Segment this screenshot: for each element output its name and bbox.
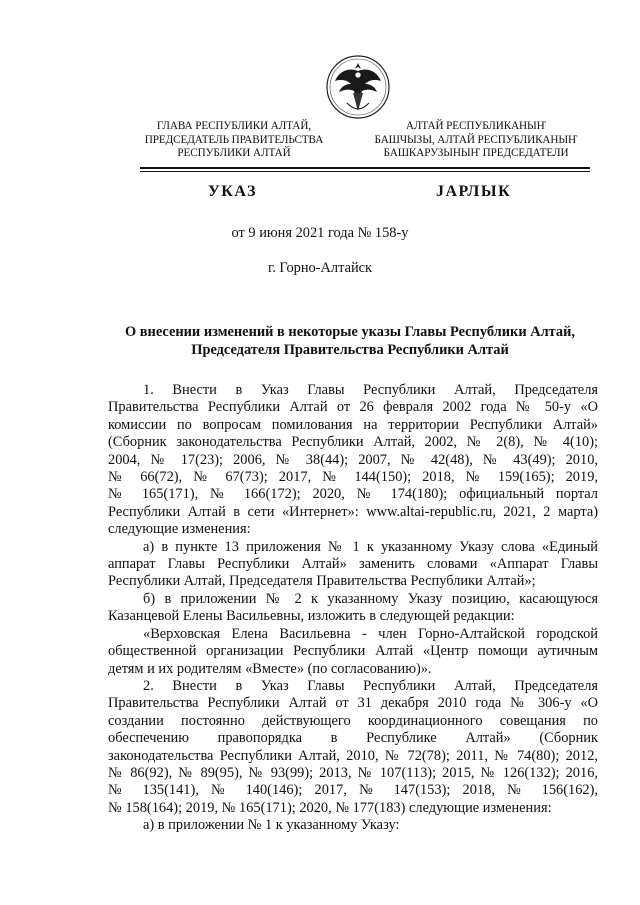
header-left-block [118, 120, 350, 161]
text-line: обеспечению правопорядка в Республике Алтай» (Сборник [108, 730, 598, 747]
text-line: а) в пункте 13 приложения № 1 к указанному Указу слова «Единый [143, 538, 598, 555]
decree-body [108, 382, 598, 835]
text-line: детям и их родителям «Вместе» (по согласованию)». [108, 660, 432, 677]
text-line: Правительства Республики Алтай от 31 декабря 2010 года № 306-у «О [108, 695, 598, 712]
header-right-line: БАШКАРУЗЫНЫҤ ПРЕДСЕДАТЕЛИ [383, 147, 569, 159]
paragraph-item-2-subitem-a [108, 817, 598, 834]
text-line: Республики Алтай, Председателя Правительства Республики Алтай»; [108, 573, 536, 590]
header-right-block [360, 120, 592, 161]
header-right-line: АЛТАЙ РЕСПУБЛИКАНЫҤ [405, 120, 547, 132]
text-line: Казанцевой Елены Васильевны, изложить в следующей редакции: [108, 608, 515, 625]
text-line: аппарат Главы Республики Алтай» заменить словами «Аппарат Главы [108, 556, 598, 573]
paragraph-item-1 [108, 382, 598, 539]
text-line: Правительства Республики Алтай от 26 февраля 2002 года № 50-у «О [108, 399, 598, 416]
decree-title-line: О внесении изменений в некоторые указы Главы Республики Алтай, [124, 324, 575, 340]
text-line: № 135(141), № 140(146); 2017, № 147(153); 2018, № 156(162), [108, 782, 598, 799]
decree-title-line: Председателя Правительства Республики Алтай [191, 342, 509, 358]
text-line: общественной организации Республики Алтай «Центр помощи аутичным [108, 643, 598, 660]
paragraph-item-2 [108, 678, 598, 817]
paragraph-subitem-a [108, 539, 598, 591]
text-line: № 86(92), № 89(95), № 93(99); 2013, № 107(113); 2015, № 126(132); 2016, [108, 764, 598, 781]
doc-type-russian: УКАЗ [208, 183, 257, 200]
text-line: создании постоянно действующего координационного совещания по [108, 712, 598, 729]
text-line: 1. Внести в Указ Главы Республики Алтай, Председателя [143, 382, 598, 398]
text-line: (Сборник законодательства Республики Алтай, 2002, № 2(8), № 4(10); [108, 434, 598, 451]
text-line: 2. Внести в Указ Главы Республики Алтай, Председателя [143, 677, 598, 694]
header-right-line: БАШЧЫЗЫ, АЛТАЙ РЕСПУБЛИКАНЫҤ [374, 133, 578, 146]
coat-of-arms-emblem [325, 53, 391, 121]
header-left-line: РЕСПУБЛИКИ АЛТАЙ [177, 147, 291, 159]
header-left-line: ПРЕДСЕДАТЕЛЬ ПРАВИТЕЛЬСТВА [144, 133, 324, 146]
paragraph-quote [108, 626, 598, 678]
text-line: комиссии по вопросам помилования на территории Республики Алтай» [108, 416, 598, 433]
header-divider-thin [140, 171, 590, 172]
text-line: № 66(72), № 67(73); 2017, № 144(150); 2018, № 159(165); 2019, [108, 469, 598, 486]
paragraph-subitem-b [108, 591, 598, 626]
text-line: законодательства Республики Алтай, 2010, № 72(78); 2011, № 74(80); 2012, [108, 747, 598, 764]
text-line: а) в приложении № 1 к указанному Указу: [143, 817, 400, 834]
doc-type-altai: JАРЛЫК [436, 183, 512, 200]
decree-city: г. Горно-Алтайск [267, 260, 373, 276]
text-line: следующие изменения: [108, 521, 251, 538]
header-divider-thick [140, 167, 590, 169]
header-left-line: ГЛАВА РЕСПУБЛИКИ АЛТАЙ, [156, 120, 312, 132]
text-line: б) в приложении № 2 к указанному Указу позицию, касающуюся [143, 590, 598, 607]
text-line: 2004, № 17(23); 2006, № 38(44); 2007, № 42(48), № 43(49); 2010, [108, 451, 598, 468]
decree-date-number: от 9 июня 2021 года № 158-у [231, 225, 409, 241]
decree-title [80, 323, 620, 359]
text-line: № 158(164); 2019, № 165(171); 2020, № 177(183) следующие изменения: [108, 799, 552, 816]
text-line: «Верховская Елена Васильевна - член Горно-Алтайской городской [143, 625, 598, 642]
text-line: № 165(171), № 166(172); 2020, № 174(180); официальный портал [108, 486, 598, 503]
text-line: Республики Алтай в сети «Интернет»: www.altai-republic.ru, 2021, 2 марта) [108, 503, 598, 520]
